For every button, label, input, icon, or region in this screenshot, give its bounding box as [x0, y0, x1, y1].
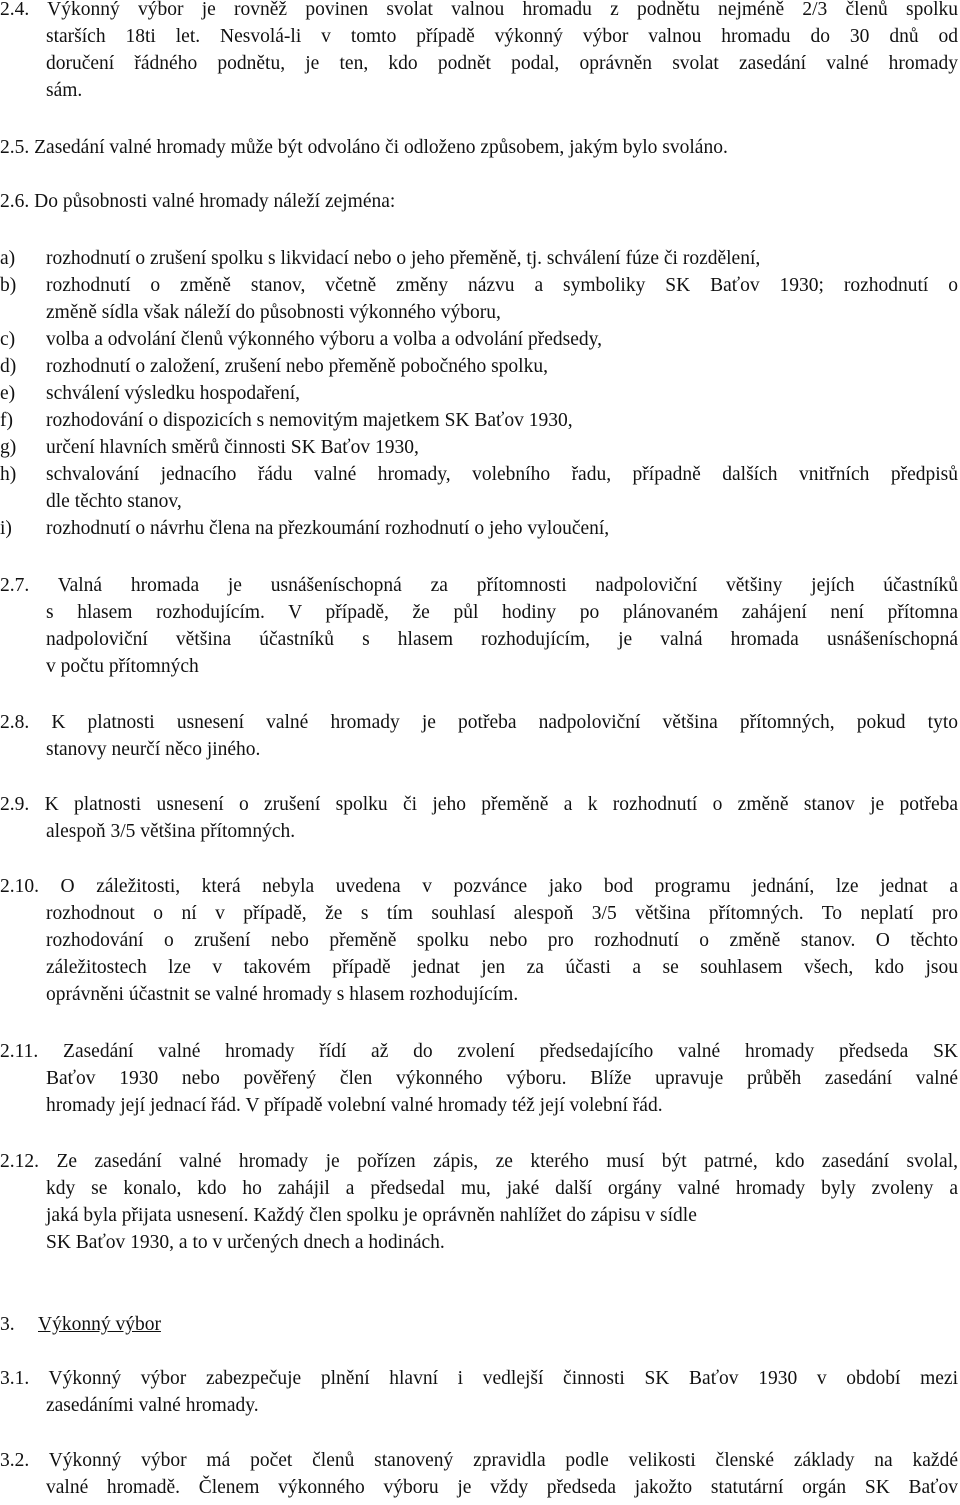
- paragraph-line: 2.8. K platnosti usnesení valné hromady je potřeba nadpoloviční většina přítomných, pokud tyto: [0, 712, 958, 733]
- section-heading: 2.6. Do působnosti valné hromady náleží zejména:: [0, 191, 396, 212]
- list-label: c): [0, 329, 16, 350]
- paragraph-line: alespoň 3/5 většina přítomných.: [46, 821, 296, 842]
- section-2-5: 2.5. Zasedání valné hromady může být odvoláno či odloženo způsobem, jakým bylo svoláno.: [0, 137, 728, 158]
- paragraph-line: 2.4. Výkonný výbor je rovněž povinen svolat valnou hromadu z podnětu nejméně 2/3 členů spolku: [0, 0, 958, 20]
- paragraph-line: zasedáními valné hromady.: [46, 1395, 259, 1416]
- paragraph-line: 2.7. Valná hromada je usnášeníschopná za přítomnosti nadpoloviční většiny jejích účastníků: [0, 575, 958, 596]
- paragraph-line: jaká byla přijata usnesení. Každý člen spolku je oprávněn nahlížet do zápisu v sídle: [46, 1205, 697, 1226]
- paragraph-line: SK Baťov 1930, a to v určených dnech a hodinách.: [46, 1232, 445, 1253]
- paragraph-line: nadpoloviční většina účastníků s hlasem rozhodujícím, je valná hromada usnášeníschopná: [46, 629, 958, 650]
- paragraph-line: v počtu přítomných: [46, 656, 199, 677]
- list-label: f): [0, 410, 13, 431]
- paragraph-line: kdy se konalo, kdo ho zahájil a předsedal mu, jaké další orgány valné hromady byly zvoleny a: [46, 1178, 958, 1199]
- list-item: rozhodnutí o založení, zrušení nebo přeměně pobočného spolku,: [46, 356, 548, 377]
- list-item: schválení výsledku hospodaření,: [46, 383, 300, 404]
- list-label: i): [0, 518, 12, 539]
- paragraph-line: starších 18ti let. Nesvolá-li v tomto případě výkonný výbor valnou hromadu do 30 dnů od: [46, 26, 958, 47]
- paragraph-line: rozhodnout o ní v případě, že s tím souhlasí alespoň 3/5 většina přítomných. To neplatí pro: [46, 903, 958, 924]
- paragraph-line: záležitostech lze v takovém případě jednat jen za účasti a se souhlasem všech, kdo jsou: [46, 957, 958, 978]
- paragraph-line: Baťov 1930 nebo pověřený člen výkonného výboru. Blíže upravuje průběh zasedání valné: [46, 1068, 958, 1089]
- paragraph-line: hromady její jednací řád. V případě volební valné hromady též její volební řád.: [46, 1095, 663, 1116]
- list-label: b): [0, 275, 17, 296]
- paragraph-line: 2.9. K platnosti usnesení o zrušení spolku či jeho přeměně a k rozhodnutí o změně stanov je potřeba: [0, 794, 958, 815]
- list-label: d): [0, 356, 17, 377]
- paragraph-line: rozhodování o zrušení nebo přeměně spolku nebo pro rozhodnutí o změně stanov. O těchto: [46, 930, 958, 951]
- paragraph-line: valné hromadě. Členem výkonného výboru je vždy předseda jakožto statutární orgán SK Baťov: [46, 1477, 958, 1498]
- list-item: rozhodnutí o návrhu člena na přezkoumání rozhodnutí o jeho vyloučení,: [46, 518, 610, 539]
- paragraph-line: doručení řádného podnětu, je ten, kdo podnět podal, oprávněn svolat zasedání valné hromady: [46, 53, 958, 74]
- list-item: rozhodnutí o zrušení spolku s likvidací nebo o jeho přeměně, tj. schválení fúze či rozdělení,: [46, 248, 761, 269]
- list-item: volba a odvolání členů výkonného výboru a volba a odvolání předsedy,: [46, 329, 602, 350]
- list-item: rozhodnutí o změně stanov, včetně změny názvu a symboliky SK Baťov 1930; rozhodnutí o: [46, 275, 958, 296]
- list-item: změně sídla však náleží do působnosti výkonného výboru,: [46, 302, 501, 323]
- list-label: a): [0, 248, 16, 269]
- paragraph-line: 2.10. O záležitosti, která nebyla uvedena v pozvánce jako bod programu jednání, lze jednat a: [0, 876, 958, 897]
- list-label: g): [0, 437, 17, 458]
- list-item: rozhodování o dispozicích s nemovitým majetkem SK Baťov 1930,: [46, 410, 573, 431]
- paragraph-line: s hlasem rozhodujícím. V případě, že půl hodiny po plánovaném zahájení není přítomna: [46, 602, 958, 623]
- paragraph-line: 3.2. Výkonný výbor má počet členů stanovený zpravidla podle velikosti členské základy na každé: [0, 1450, 958, 1471]
- list-item: určení hlavních směrů činnosti SK Baťov 1930,: [46, 437, 419, 458]
- list-item: dle těchto stanov,: [46, 491, 182, 512]
- paragraph-line: sám.: [46, 80, 83, 101]
- paragraph-line: 2.11. Zasedání valné hromady řídí až do zvolení předsedajícího valné hromady předseda SK: [0, 1041, 958, 1062]
- list-label: h): [0, 464, 17, 485]
- paragraph-line: 3.1. Výkonný výbor zabezpečuje plnění hlavní i vedlejší činnosti SK Baťov 1930 v období mezi: [0, 1368, 958, 1389]
- chapter-title: Výkonný výbor: [38, 1314, 161, 1335]
- list-item: schvalování jednacího řádu valné hromady, volebního řadu, případně dalších vnitřních předpisů: [46, 464, 958, 485]
- paragraph-line: stanovy neurčí něco jiného.: [46, 739, 261, 760]
- paragraph-line: oprávněni účastnit se valné hromady s hlasem rozhodujícím.: [46, 984, 519, 1005]
- paragraph-line: 2.12. Ze zasedání valné hromady je pořízen zápis, ze kterého musí být patrné, kdo zasedání svolal,: [0, 1151, 958, 1172]
- list-label: e): [0, 383, 16, 404]
- chapter-number: 3.: [0, 1314, 15, 1335]
